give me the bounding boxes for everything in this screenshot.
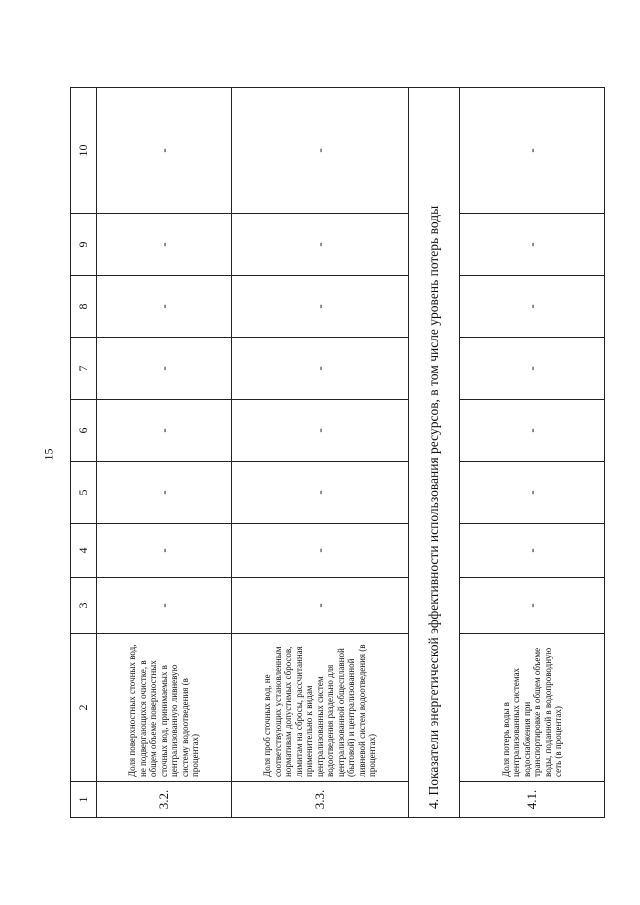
header-cell: 8 [71, 276, 97, 338]
value-cell: - [97, 338, 232, 400]
value-cell: - [97, 276, 232, 338]
value-cell: - [97, 524, 232, 578]
header-cell: 1 [71, 782, 97, 818]
value-cell: - [232, 462, 409, 524]
value-cell: - [232, 578, 409, 634]
value-cell: - [232, 524, 409, 578]
value-cell: - [460, 88, 605, 214]
value-cell: - [232, 88, 409, 214]
value-cell: - [460, 214, 605, 276]
header-cell: 2 [71, 634, 97, 782]
header-cell: 10 [71, 88, 97, 214]
table-row [460, 88, 605, 818]
value-cell: - [97, 400, 232, 462]
value-cell: - [97, 214, 232, 276]
page-number: 15 [41, 448, 56, 461]
value-cell: - [232, 338, 409, 400]
row-description: Доля потерь воды в централизованных системах водоснабжения при транспортировке в общем объеме воды, поданной в водопроводную сеть (в процентах) [460, 634, 605, 782]
value-cell: - [460, 276, 605, 338]
header-cell: 3 [71, 578, 97, 634]
value-cell: - [232, 400, 409, 462]
value-cell: - [460, 524, 605, 578]
value-cell: - [97, 88, 232, 214]
header-cell: 4 [71, 524, 97, 578]
value-cell: - [460, 400, 605, 462]
header-cell: 5 [71, 462, 97, 524]
row-number: 3.3. [232, 782, 409, 818]
section-title: 4. Показатели энергетической эффективности использования ресурсов, в том числе уровень потерь воды [409, 88, 460, 818]
header-cell: 6 [71, 400, 97, 462]
header-row [71, 88, 97, 818]
value-cell: - [460, 578, 605, 634]
table-row [97, 88, 232, 818]
row-number: 3.2. [97, 782, 232, 818]
section-row [409, 88, 460, 818]
row-description: Доля проб сточных вод, не соответствующих установленным нормативам допустимых сбросов, лимитам на сбросы, рассчитанная применительно к видам централизованных систем водоотведения раздельно для централизованной общесплавной (бытовой) и централизованной ливневой систем водоотведения (в процентах) [232, 634, 409, 782]
value-cell: - [97, 578, 232, 634]
row-description: Доля поверхностных сточных вод, не подвергающихся очистке, в общем объеме поверхностных сточных вод, принимаемых в централизованную ливневую систему водоотведения (в процентах) [97, 634, 232, 782]
value-cell: - [460, 338, 605, 400]
value-cell: - [460, 462, 605, 524]
indicators-table [70, 87, 605, 818]
value-cell: - [232, 276, 409, 338]
table-row [232, 88, 409, 818]
header-cell: 9 [71, 214, 97, 276]
value-cell: - [232, 214, 409, 276]
header-cell: 7 [71, 338, 97, 400]
row-number: 4.1. [460, 782, 605, 818]
value-cell: - [97, 462, 232, 524]
rotated-page [70, 88, 582, 818]
